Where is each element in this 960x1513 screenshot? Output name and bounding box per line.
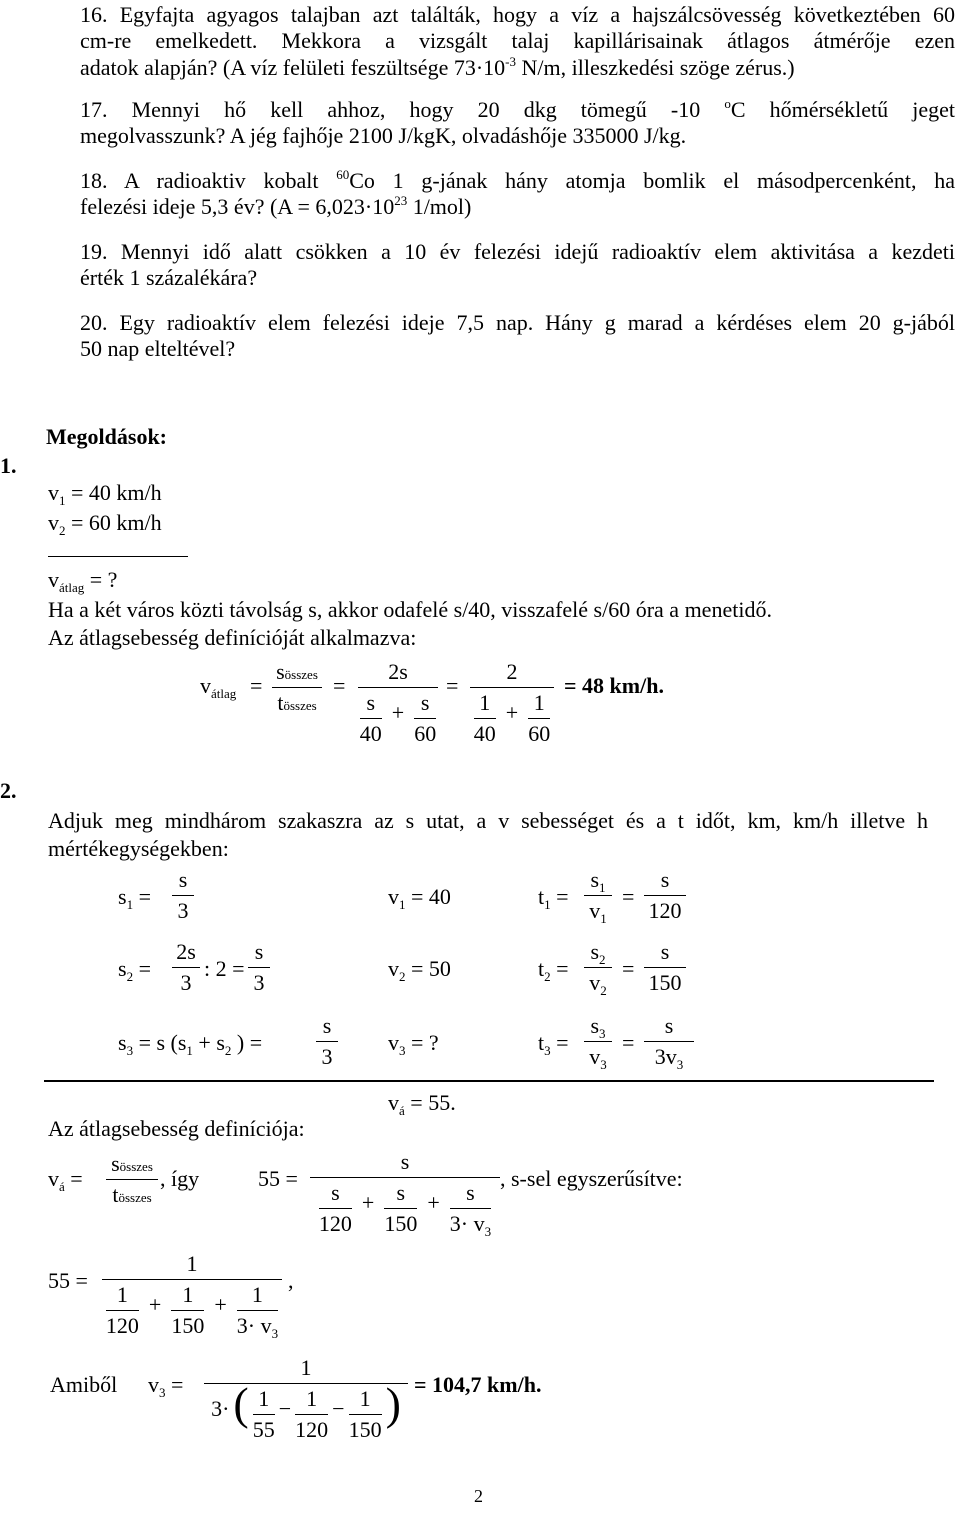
s2-igy: , így <box>160 1166 200 1191</box>
s2-t2-frac2: s 150 <box>644 940 686 995</box>
problem-19-line1: 19. Mennyi idő alatt csökken a 10 év felezési idejű radioaktív elem aktivitása a kezdeti <box>80 239 955 264</box>
s2-amibol: Amiből <box>50 1372 118 1397</box>
s2-definition: Az átlagsebesség definíciója: <box>48 1116 305 1141</box>
problem-16 <box>80 2 955 81</box>
s2-va: $v_á = 55$. <box>388 1090 456 1118</box>
s2-t1-lhs: $t_1$ = <box>538 884 569 912</box>
solutions-heading: Megoldások: <box>46 424 167 449</box>
s2-intro2: mértékegységekben: <box>48 836 229 861</box>
s2-s2-lhs: $s_2$ = <box>118 956 151 984</box>
s2-intro1: Adjuk meg mindhárom szakaszra az s utat, a v sebességet és a t időt, km, km/h illetve h <box>48 808 928 833</box>
problem-19 <box>80 239 955 292</box>
s2-divider <box>44 1080 934 1082</box>
s2-s3-expr: $s_3 = s$ ($s_1 + s_2$ ) = <box>118 1030 263 1058</box>
s2-v2: $v_2 = 50$ <box>388 956 451 984</box>
problem-20-line2: 50 nap elteltével? <box>80 336 236 362</box>
s2-55-lhs: 55 = <box>258 1166 298 1191</box>
s2-t2-frac1: $s_2$ $v_2$ <box>584 940 612 995</box>
s2-v3: $v_3$ = ? <box>388 1030 439 1058</box>
problem-17-line1: 17. Mennyi hő kell ahhoz, hogy 20 dkg tömegű -10 $^o$C hőmérsékletű jeget <box>80 96 955 122</box>
problem-18 <box>80 168 955 221</box>
problem-16-line3: adatok alapján? (A víz felületi feszültsége $73\cdot 10^{-3}$ N/m, illeszkedési szöge zérus.) <box>80 53 795 80</box>
s1-v2: $v_2 = 60$ km/h <box>48 510 162 538</box>
s1-text2: Az átlagsebesség definícióját alkalmazva: <box>48 625 417 650</box>
s2-t2-lhs: $t_2$ = <box>538 956 569 984</box>
s1-formula-eq1: = <box>250 673 263 698</box>
s1-formula-frac-2s: 2s $\frac{s}{40}$ + $\frac{s}{60}$ <box>359 659 437 747</box>
s2-55b-lhs: 55 = <box>48 1268 88 1293</box>
s2-t3-frac2: s $3v_3$ <box>644 1014 694 1069</box>
s1-formula-frac-2: 2 $\frac{1}{40}$ + $\frac{1}{60}$ <box>470 660 554 747</box>
s1-formula-eq2: = <box>333 673 346 698</box>
problem-18-line1: 18. A radioaktiv kobalt $^{60}$Co 1 g-jának hány atomja bomlik el másodpercenként, ha <box>80 167 955 193</box>
s2-s1-frac: s 3 <box>172 868 194 923</box>
problem-17-line2: megolvasszunk? A jég fajhője 2100 J/kgK, olvadáshője 335000 J/kg. <box>80 123 687 149</box>
s2-s2-frac: 2s 3 <box>172 940 200 995</box>
s2-55-frac: s $\frac{s}{120}$ + $\frac{s}{150}$ + $\frac{s}{3\cdot v_3}$ <box>310 1150 500 1237</box>
s2-simplify: , s-sel egyszerűsítve: <box>500 1166 683 1191</box>
s2-t3-lhs: $t_3$ = <box>538 1030 569 1058</box>
s1-formula-v: $v_{átlag}$ <box>200 673 237 701</box>
problem-20 <box>80 310 955 363</box>
s1-formula-eq3: = <box>446 673 459 698</box>
solution-1-number: 1. <box>0 453 17 478</box>
s2-t3-eq: = <box>622 1030 635 1055</box>
problem-18-line2: felezési ideje 5,3 év? ($A = 6,023\cdot 10^{23}$ 1/mol) <box>80 193 472 220</box>
s2-t1-eq: = <box>622 884 635 909</box>
s2-s2-colon: : 2 = <box>204 956 245 981</box>
s2-v3-final-lhs: $v_3$ = <box>148 1372 184 1400</box>
s1-v1: $v_1 = 40$ km/h <box>48 480 162 508</box>
s1-given-divider <box>48 556 188 557</box>
s1-text1: Ha a két város közti távolság s, akkor odafelé s/40, visszafelé s/60 óra a menetidő. <box>48 597 772 622</box>
s2-s3-frac: s 3 <box>316 1014 338 1069</box>
s1-formula-frac-total: sösszes tösszes <box>272 660 322 715</box>
s2-t3-frac1: $s_3$ $v_3$ <box>584 1014 612 1069</box>
s2-v3-final-frac: 1 3· ( $\frac{1}{55}$ − $\frac{1}{120}$ − $\frac{1}{150}$ ) <box>204 1356 408 1443</box>
s2-55b-frac: 1 $\frac{1}{120}$ + $\frac{1}{150}$ + $\frac{1}{3\cdot v_3}$ <box>102 1252 282 1339</box>
problem-16-line2: cm-re emelkedett. Mekkora a vizsgált talaj kapillárisainak átlagos átmérője ezen <box>80 28 955 54</box>
page-number: 2 <box>474 1486 483 1506</box>
s2-va-lhs: $v_á$ = <box>48 1166 83 1194</box>
s2-final-result: = 104,7 km/h. <box>414 1372 542 1397</box>
problem-20-line1: 20. Egy radioaktív elem felezési ideje 7,5 nap. Hány g marad a kérdéses elem 20 g-jából <box>80 310 955 335</box>
s2-s1-lhs: $s_1$ = <box>118 884 151 912</box>
problem-16-line1: 16. Egyfajta agyagos talajban azt találták, hogy a víz a hajszálcsövesség következtében 60 <box>80 2 955 27</box>
s2-t2-eq: = <box>622 956 635 981</box>
s1-result: = 48 km/h. <box>564 673 664 698</box>
s2-s2-frac2: s 3 <box>248 940 270 995</box>
s1-vavg-unknown: $v_{átlag}$ = ? <box>48 567 118 595</box>
s2-55b-comma: , <box>288 1268 294 1293</box>
s2-va-frac: sösszes tösszes <box>106 1152 158 1207</box>
s2-v1: $v_1 = 40$ <box>388 884 451 912</box>
problem-17 <box>80 97 955 150</box>
s2-t1-frac1: $s_1$ $v_1$ <box>584 868 612 923</box>
problem-19-line2: érték 1 százalékára? <box>80 265 258 291</box>
s2-t1-frac2: s 120 <box>644 868 686 923</box>
solution-2-number: 2. <box>0 778 17 803</box>
